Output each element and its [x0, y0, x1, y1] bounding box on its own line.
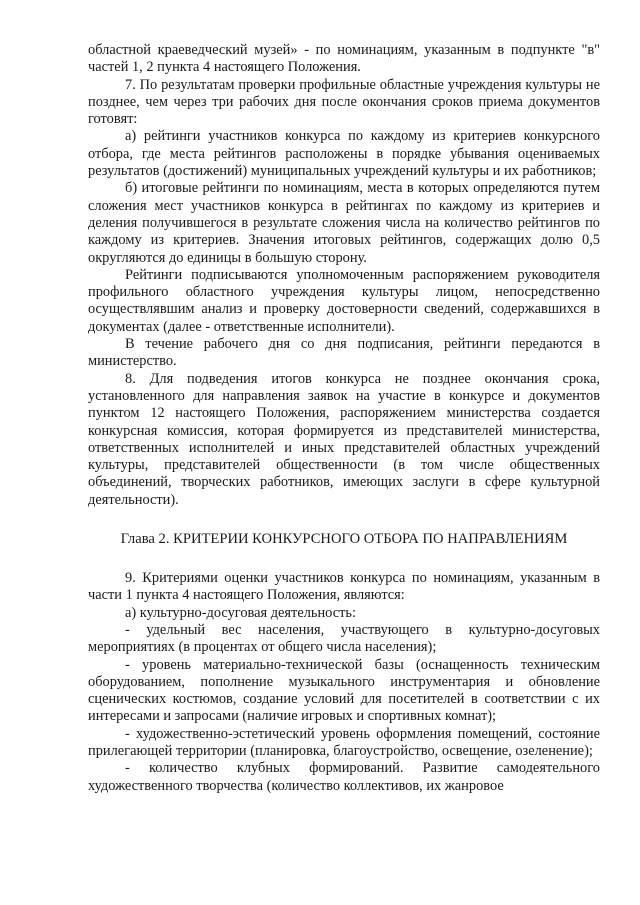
paragraph-7-b: б) итоговые рейтинги по номинациям, места в которых определяются путем сложения мест участников конкурса в рейтингах по каждому из критериев и деления получившегося в результате сложения числа на количество рейтингов по каждому из критериев. Значения итоговых рейтингов, содержащих долю 0,5 округляются до единицы в большую сторону.: [88, 180, 600, 266]
criterion-material-base: - уровень материально-технической базы (оснащенность техническим оборудованием, пополнение музыкального инструментария и обновление сценических костюмов, создание условий для посетителей в соответствии с их интересами и запросами (наличие игровых и спортивных комнат);: [88, 656, 600, 725]
criterion-club-formations: - количество клубных формирований. Развитие самодеятельного художественного творчества (количество коллективов, их жанровое: [88, 760, 600, 794]
paragraph-9-intro: 9. Критериями оценки участников конкурса по номинациям, указанным в части 1 пункта 4 настоящего Положения, являются:: [88, 570, 600, 604]
criterion-population-share: - удельный вес населения, участвующего в культурно-досуговых мероприятиях (в процентах от общего числа населения);: [88, 621, 600, 656]
paragraph-ratings-transfer: В течение рабочего дня со дня подписания, рейтинги передаются в министерство.: [88, 336, 600, 370]
document-page: [88, 42, 600, 795]
paragraph-9-a: а) культурно-досуговая деятельность:: [125, 604, 356, 621]
chapter-heading: Глава 2. КРИТЕРИИ КОНКУРСНОГО ОТБОРА ПО НАПРАВЛЕНИЯМ: [120, 531, 568, 548]
criterion-aesthetic-level: - художественно-эстетический уровень оформления помещений, состояние прилегающей территории (планировка, благоустройство, освещение, озеленение);: [88, 725, 600, 759]
paragraph-8-commission: 8. Для подведения итогов конкурса не позднее окончания срока, установленного для направления заявок на участие в конкурсе и документов пунктом 12 настоящего Положения, распоряжением министерства создается конкурсная комиссия, которая формируется из представителей министерства, ответственных исполнителей и иных представителей областных учреждений культуры, представителей общественности (в том числе общественных объединений, творческих работников, имеющих заслуги в сфере культурной деятельности).: [88, 370, 600, 508]
paragraph-7-a: а) рейтинги участников конкурса по каждому из критериев конкурсного отбора, где места рейтингов расположены в порядке убывания оцениваемых результатов (достижений) муниципальных учреждений культуры и их работников;: [88, 128, 600, 180]
paragraph-ratings-signing: Рейтинги подписываются уполномоченным распоряжением руководителя профильного областного учреждения культуры лицом, непосредственно осуществлявшим анализ и проверку достоверности сведений, содержавшихся в документах (далее - ответственные исполнители).: [88, 266, 600, 335]
paragraph-7-intro: 7. По результатам проверки профильные областные учреждения культуры не позднее, чем через три рабочих дня после окончания сроков приема документов готовят:: [88, 76, 600, 128]
paragraph-museum-continuation: областной краеведческий музей» - по номинациям, указанным в подпункте "в" частей 1, 2 пункта 4 настоящего Положения.: [88, 42, 600, 76]
